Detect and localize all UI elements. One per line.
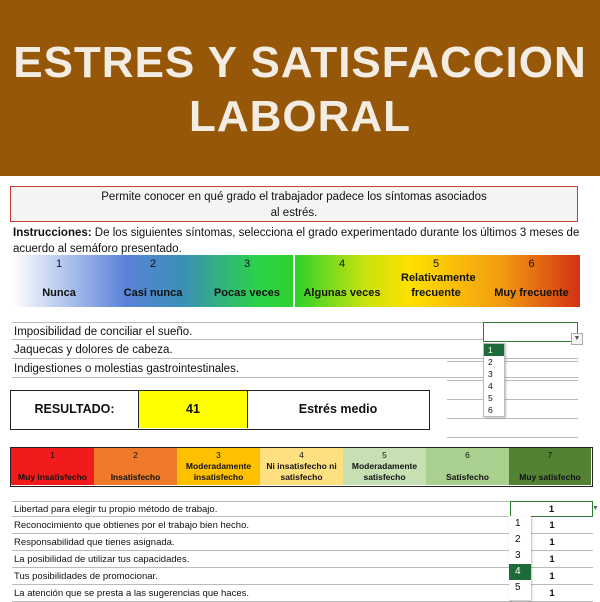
dropdown-option[interactable]: 4	[509, 564, 531, 580]
stress-scale-label: Nunca	[42, 287, 76, 299]
dropdown-option[interactable]: 3	[488, 369, 493, 379]
instructions	[13, 225, 583, 257]
grid-line	[447, 399, 578, 400]
stress-scale-number: 5	[432, 258, 440, 270]
satisfaction-scale-label: Muy satisfecho	[519, 472, 581, 482]
satisfaction-scale-number: 2	[133, 450, 138, 460]
stress-scale-number: 6	[528, 258, 535, 270]
satisfaction-dropdown-list[interactable]	[509, 516, 531, 600]
dropdown-option[interactable]: 3	[515, 550, 521, 561]
satisfaction-scale-label: Satisfecho	[446, 472, 489, 482]
result-box	[10, 390, 430, 430]
satisfaction-scale	[10, 447, 593, 487]
satisfaction-scale-cell	[509, 448, 591, 485]
satisfaction-scale-cell	[260, 448, 343, 485]
satisfaction-scale-number: 5	[382, 450, 387, 460]
stress-scale-cell	[106, 255, 200, 307]
satisfaction-scale-label: Insatisfecho	[110, 472, 161, 482]
grid-line	[447, 361, 578, 362]
satisfaction-scale-cell	[343, 448, 426, 485]
satisfaction-item-text: Libertad para elegir tu propio método de trabajo.	[14, 504, 218, 515]
satisfaction-scale-cell	[177, 448, 260, 485]
stress-scale-label: Algunas veces	[303, 287, 381, 299]
dropdown-option[interactable]: 1	[484, 344, 504, 356]
satisfaction-item-text: Responsabilidad que tienes asignada.	[14, 537, 175, 548]
result-value: 41	[139, 391, 247, 428]
stress-scale-label: Casi nunca	[123, 287, 183, 299]
satisfaction-row	[12, 518, 510, 534]
dropdown-option[interactable]: 5	[515, 582, 521, 593]
title-line-1: ESTRES Y SATISFACCION	[13, 38, 587, 87]
satisfaction-row	[12, 535, 510, 551]
stress-scale-number: 1	[55, 258, 63, 270]
dropdown-option[interactable]: 4	[488, 381, 493, 391]
stress-scale-number: 3	[243, 258, 251, 270]
satisfaction-row	[12, 501, 510, 517]
satisfaction-scale-number: 4	[299, 450, 304, 460]
satisfaction-scale-cell	[426, 448, 509, 485]
satisfaction-scale-number: 6	[465, 450, 470, 460]
description-line-2: al estrés.	[270, 207, 318, 219]
dropdown-option[interactable]: 5	[488, 393, 493, 403]
symptom-text: Imposibilidad de conciliar el sueño.	[14, 326, 193, 338]
symptom-answer-cell[interactable]	[483, 322, 578, 342]
satisfaction-scale-label: Ni insatisfecho ni satisfecho	[266, 461, 337, 482]
stress-scale-number: 4	[338, 258, 346, 270]
title-line-2: LABORAL	[188, 92, 412, 141]
instructions-label: Instrucciones:	[13, 227, 92, 239]
satisfaction-answer-cell[interactable]: 1	[510, 569, 593, 585]
stress-scale-cell	[12, 255, 106, 307]
satisfaction-scale-number: 3	[216, 450, 221, 460]
dropdown-option[interactable]: 2	[515, 534, 521, 545]
satisfaction-item-text: La posibilidad de utilizar tus capacidades.	[14, 554, 190, 565]
dropdown-option[interactable]: 2	[488, 357, 493, 367]
satisfaction-scale-label: Moderadamente satisfecho	[351, 461, 418, 482]
dropdown-arrow-icon[interactable]: ▼	[592, 505, 599, 512]
stress-scale-cell	[200, 255, 294, 307]
satisfaction-row	[12, 569, 510, 585]
satisfaction-answer-cell[interactable]: 1	[510, 535, 593, 551]
description-box	[10, 186, 578, 222]
satisfaction-answer-cell[interactable]: 1	[510, 586, 593, 602]
grid-line	[447, 380, 578, 381]
grid-line	[447, 437, 578, 438]
symptom-text: Indigestiones o molestias gastrointestinales.	[14, 363, 240, 375]
stress-scale-label: Relativamente frecuente	[401, 272, 476, 299]
satisfaction-scale-number: 1	[50, 450, 55, 460]
satisfaction-scale-number: 7	[547, 450, 553, 460]
dropdown-option[interactable]: 1	[515, 518, 521, 529]
satisfaction-item-text: Reconocimiento que obtienes por el trabajo bien hecho.	[14, 520, 250, 531]
satisfaction-answer-cell[interactable]: 1	[510, 518, 593, 534]
stress-scale-label: Muy frecuente	[494, 287, 569, 299]
stress-scale-cell	[295, 255, 389, 307]
instructions-text: De los siguientes síntomas, selecciona el grado experimentado durante los últimos 3 meses de acuerdo al semáforo presentado.	[13, 227, 580, 255]
symptom-text: Jaquecas y dolores de cabeza.	[14, 344, 173, 356]
satisfaction-scale-label: Moderadamente insatisfecho	[185, 461, 252, 482]
satisfaction-answer-cell[interactable]: 1	[510, 552, 593, 568]
satisfaction-row	[12, 552, 510, 568]
description-line-1: Permite conocer en qué grado el trabajador padece los síntomas asociados	[101, 191, 487, 203]
dropdown-option[interactable]: 6	[488, 405, 493, 415]
title-banner	[0, 0, 600, 176]
stress-scale-number: 2	[149, 258, 157, 270]
result-category: Estrés medio	[298, 402, 378, 416]
dropdown-arrow-icon[interactable]: ▼	[571, 333, 583, 345]
satisfaction-scale-label: Muy insatisfecho	[18, 472, 87, 482]
result-label: RESULTADO:	[34, 402, 115, 416]
stress-scale-label: Pocas veces	[213, 287, 281, 299]
stress-scale-cell	[389, 255, 483, 307]
stress-scale	[12, 255, 580, 307]
satisfaction-answer-cell[interactable]: 1	[510, 501, 593, 517]
symptom-dropdown-list[interactable]	[483, 343, 505, 417]
satisfaction-scale-cell	[94, 448, 177, 485]
satisfaction-scale-cell	[11, 448, 94, 485]
stress-scale-cell	[483, 255, 580, 307]
satisfaction-item-text: Tus posibilidades de promocionar.	[14, 571, 158, 582]
satisfaction-item-text: La atención que se presta a las sugerencias que haces.	[14, 588, 250, 599]
grid-line	[447, 418, 578, 419]
